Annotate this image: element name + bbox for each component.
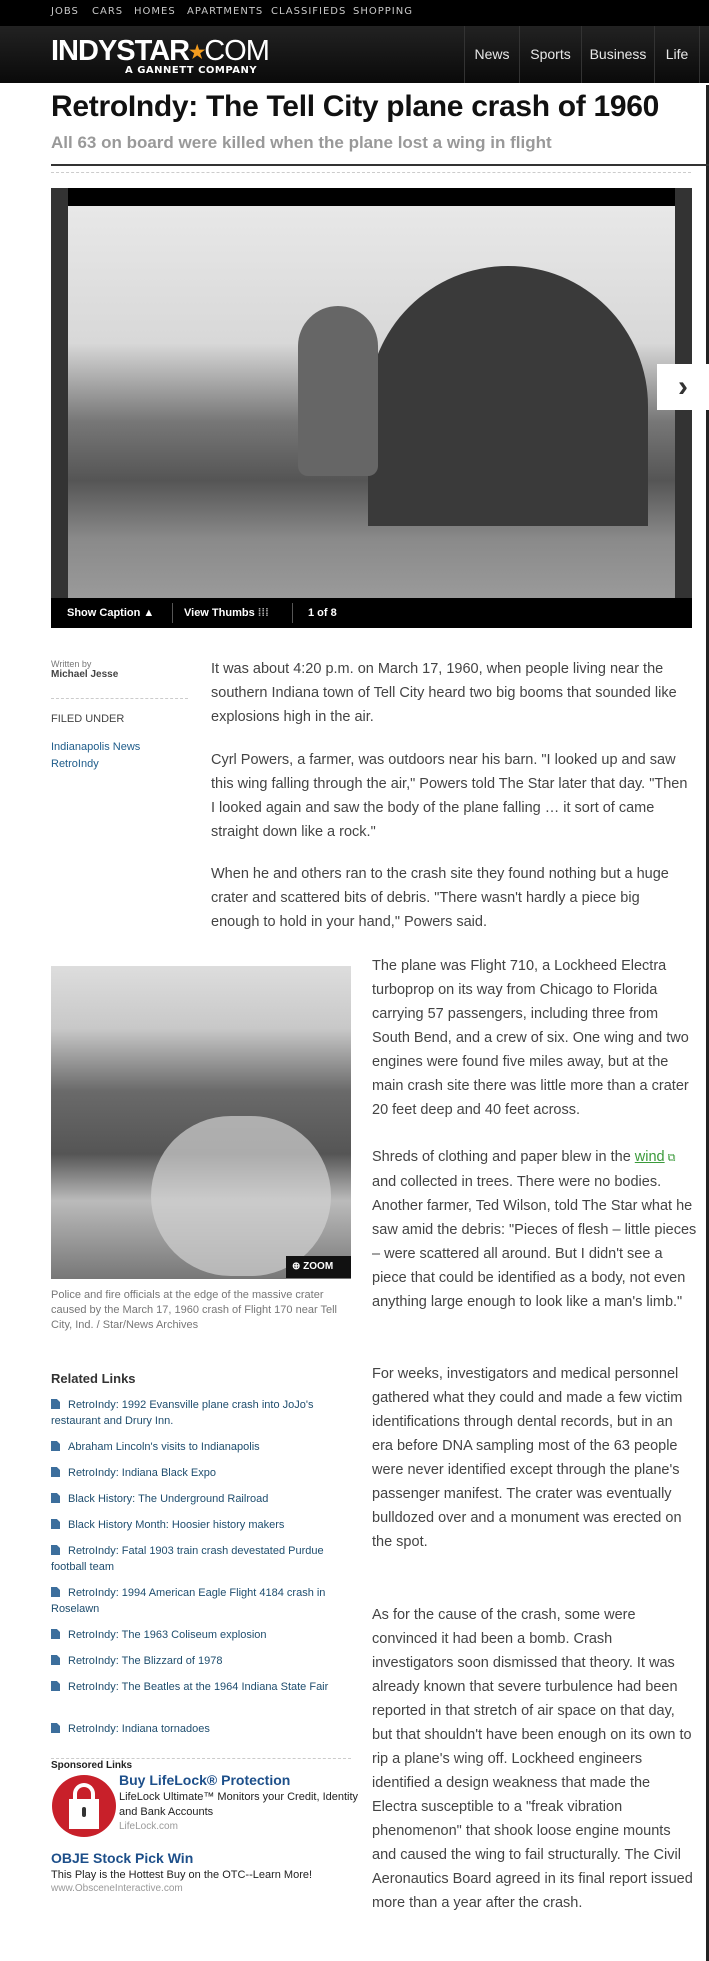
zoom-button[interactable]: [286, 1256, 351, 1278]
related-link-label: RetroIndy: Indiana tornadoes: [68, 1723, 210, 1735]
sponsored-links-heading: Sponsored Links: [51, 1760, 133, 1771]
filed-link-retroindy[interactable]: RetroIndy: [51, 758, 99, 770]
gallery-photo[interactable]: [68, 206, 675, 598]
star-icon: ★: [189, 42, 205, 62]
related-link[interactable]: [51, 1465, 351, 1481]
site-logo[interactable]: [51, 35, 269, 68]
logo-main-text: INDYSTAR: [51, 35, 190, 67]
logo-subtitle: A GANNETT COMPANY: [125, 65, 258, 76]
photo-wreckage-shape: [368, 266, 648, 526]
show-caption-button[interactable]: [67, 607, 154, 619]
document-icon: [51, 1441, 60, 1451]
body-paragraph: It was about 4:20 p.m. on March 17, 1960, when people living near the southern Indiana town of Tell City heard two big booms that sounded like explosions high in the air.: [211, 661, 677, 725]
ad-url-lifelock[interactable]: LifeLock.com: [119, 1821, 178, 1832]
zoom-in-icon: ⊕: [292, 1261, 301, 1272]
ad-text-obje[interactable]: This Play is the Hottest Buy on the OTC--Learn More!: [51, 1869, 313, 1881]
related-link-label: RetroIndy: The Beatles at the 1964 Indiana State Fair: [68, 1681, 329, 1693]
related-link-label: RetroIndy: 1992 Evansville plane crash into JoJo's restaurant and Drury Inn.: [51, 1399, 314, 1427]
topbar-link-homes[interactable]: HOMES: [134, 6, 176, 17]
nav-sports[interactable]: Sports: [519, 26, 581, 83]
grid-icon: ⁞⁞⁞: [257, 607, 269, 619]
photo-gallery: [51, 188, 692, 628]
wind-link[interactable]: wind: [634, 1149, 665, 1165]
nav-news[interactable]: News: [464, 26, 519, 83]
lifelock-logo-icon[interactable]: [52, 1775, 116, 1837]
filed-link-indianapolis-news[interactable]: Indianapolis News: [51, 741, 141, 753]
photo-counter: 1 of 8: [308, 607, 337, 619]
sponsored-divider: [51, 1758, 351, 1759]
dashed-divider: [51, 172, 691, 173]
ad-title-lifelock[interactable]: Buy LifeLock® Protection: [119, 1772, 291, 1788]
document-icon: [51, 1399, 60, 1409]
related-link[interactable]: [51, 1585, 351, 1617]
nav-life[interactable]: Life: [654, 26, 699, 83]
body-text-span: Shreds of clothing and paper blew in the: [372, 1149, 635, 1165]
gallery-controls: [51, 598, 692, 628]
body-paragraph: As for the cause of the crash, some were convinced it had been a bomb. Crash investigators soon dismissed that theory. It was already known that severe turbulence had been reported in that stretch of air space on that day, but that shouldn't have been enough on its own to rip a plane's wing off. Lockheed engineers identified a design weakness that made the Electra susceptible to a "freak vibration phenomenon" that shook loose engine mounts and caused the wing to fail structurally. The Civil Aeronautics Board agreed in its final report issued more than a year after the crash.: [372, 1607, 693, 1911]
topbar-link-jobs[interactable]: JOBS: [51, 6, 79, 17]
topbar-link-cars[interactable]: CARS: [92, 6, 124, 17]
chevron-right-icon: ›: [678, 370, 688, 403]
topbar-link-apartments[interactable]: APARTMENTS: [187, 6, 264, 17]
document-icon: [51, 1467, 60, 1477]
article-title: RetroIndy: The Tell City plane crash of 1960: [51, 90, 660, 123]
related-link[interactable]: [51, 1397, 351, 1429]
body-paragraph: Cyrl Powers, a farmer, was outdoors near his barn. "I looked up and saw this wing falling through the air," Powers told The Star later that day. "Then I looked again and saw the body of the plane falling … it sort of came straight down like a rock.": [211, 752, 688, 840]
related-link-label: RetroIndy: 1994 American Eagle Flight 4184 crash in Roselawn: [51, 1587, 326, 1615]
next-photo-button[interactable]: [657, 364, 709, 410]
controls-separator: [292, 603, 293, 623]
related-link[interactable]: [51, 1721, 351, 1737]
document-icon: [51, 1723, 60, 1733]
triangle-up-icon: ▲: [143, 607, 155, 619]
logo-com-text: COM: [204, 35, 269, 67]
document-icon: [51, 1655, 60, 1665]
author-name[interactable]: Michael Jesse: [51, 669, 119, 680]
document-icon: [51, 1545, 60, 1555]
show-caption-label: Show Caption: [67, 607, 141, 619]
external-link-icon: ⧉: [664, 1152, 676, 1164]
related-link-label: RetroIndy: The Blizzard of 1978: [68, 1655, 223, 1667]
related-link[interactable]: [51, 1627, 351, 1643]
related-link[interactable]: [51, 1543, 351, 1575]
lock-keyhole: [82, 1807, 86, 1817]
body-paragraph: The plane was Flight 710, a Lockheed Electra turboprop on its way from Chicago to Florida carrying 57 passengers, including three from South Bend, and a crew of six. One wing and two engines were found five miles away, but at the main crash site there was little more than a crater 20 feet deep and 40 feet across.: [372, 958, 689, 1118]
document-icon: [51, 1629, 60, 1639]
body-paragraph: For weeks, investigators and medical personnel gathered what they could and made a few victim identifications through dental records, but in an era before DNA sampling most of the 63 people were never identified except through the plane's passenger manifest. The crater was eventually bulldozed over and a monument was erected on the spot.: [372, 1366, 683, 1550]
ad-url-obje[interactable]: www.ObsceneInteractive.com: [51, 1883, 183, 1894]
topbar-link-shopping[interactable]: SHOPPING: [353, 6, 413, 17]
inline-crater-photo[interactable]: [51, 966, 351, 1279]
filed-under-label: FILED UNDER: [51, 713, 125, 725]
controls-separator: [172, 603, 173, 623]
document-icon: [51, 1519, 60, 1529]
nav-divider: [699, 26, 709, 83]
sidebar-divider: [51, 698, 188, 699]
written-by-label: Written by: [51, 659, 92, 669]
body-paragraph: [372, 1145, 697, 1314]
related-links-heading: Related Links: [51, 1371, 136, 1386]
related-link-label: Black History: The Underground Railroad: [68, 1493, 269, 1505]
related-link[interactable]: [51, 1491, 351, 1507]
article-subtitle: All 63 on board were killed when the plane lost a wing in flight: [51, 133, 552, 152]
ad-title-obje[interactable]: OBJE Stock Pick Win: [51, 1850, 194, 1866]
topbar-link-classifieds[interactable]: CLASSIFIEDS: [271, 6, 347, 17]
body-text-span: and collected in trees. There were no bodies. Another farmer, Ted Wilson, told The Star what he saw amid the debris: "Pieces of flesh – little pieces – were scattered all around. But I didn't see a piece that could be identified as a body, not even anything large enough to look like a man's limb.": [372, 1174, 697, 1310]
related-link[interactable]: [51, 1439, 351, 1455]
related-link-label: RetroIndy: Indiana Black Expo: [68, 1467, 216, 1479]
related-link[interactable]: [51, 1653, 351, 1669]
zoom-label: ZOOM: [303, 1261, 334, 1272]
photo-smoke-shape: [151, 1116, 334, 1276]
gallery-top-bar: [68, 188, 675, 206]
title-divider: [51, 164, 709, 166]
view-thumbs-button[interactable]: [184, 607, 269, 619]
ad-text-lifelock[interactable]: LifeLock Ultimate™ Monitors your Credit, Identity and Bank Accounts: [119, 1791, 359, 1818]
nav-business[interactable]: Business: [581, 26, 654, 83]
related-link-label: RetroIndy: The 1963 Coliseum explosion: [68, 1629, 267, 1641]
related-link-label: RetroIndy: Fatal 1903 train crash devestated Purdue football team: [51, 1545, 324, 1573]
photo-caption: Police and fire officials at the edge of the massive crater caused by the March 17, 1960 crash of Flight 170 near Tell City, Ind. / Star/News Archives: [51, 1289, 337, 1331]
document-icon: [51, 1493, 60, 1503]
site-header: [0, 26, 709, 83]
related-link[interactable]: [51, 1679, 351, 1695]
photo-soldier-shape: [298, 306, 378, 476]
related-link[interactable]: [51, 1517, 351, 1533]
related-link-label: Black History Month: Hoosier history makers: [68, 1519, 285, 1531]
body-paragraph: When he and others ran to the crash site they found nothing but a huge crater and scattered bits of debris. "There wasn't hardly a piece big enough to hold in your hand," Powers said.: [211, 866, 669, 930]
document-icon: [51, 1681, 60, 1691]
related-link-label: Abraham Lincoln's visits to Indianapolis: [68, 1441, 260, 1453]
view-thumbs-label: View Thumbs: [184, 607, 255, 619]
document-icon: [51, 1587, 60, 1597]
top-utility-bar: [0, 0, 709, 26]
